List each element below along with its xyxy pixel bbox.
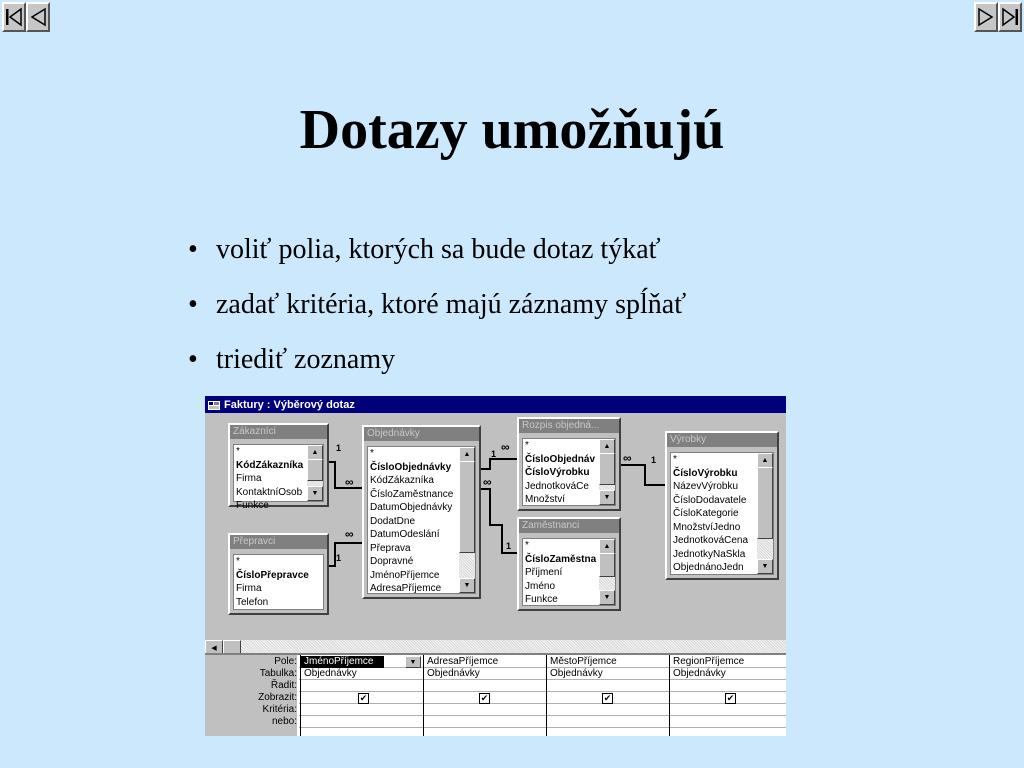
row-label-radit: Řadit: bbox=[205, 680, 297, 692]
relation-many-label: ∞ bbox=[345, 527, 354, 541]
relation-many-label: ∞ bbox=[623, 451, 632, 465]
first-slide-button[interactable] bbox=[2, 2, 26, 32]
relation-one-label: 1 bbox=[506, 541, 512, 551]
bullet-dot: • bbox=[188, 289, 198, 320]
bullet-text: voliť polia, ktorých sa bude dotaz týkať bbox=[216, 234, 661, 265]
table-prepravci[interactable] bbox=[228, 533, 329, 615]
scroll-thumb[interactable] bbox=[599, 453, 615, 485]
table-cell[interactable]: Objednávky bbox=[673, 668, 726, 679]
vertical-scrollbar[interactable] bbox=[599, 539, 615, 605]
table-field[interactable]: Telefon bbox=[236, 596, 269, 608]
table-field[interactable]: ČísloKategorie bbox=[673, 508, 739, 519]
field-cell[interactable]: AdresaPříjemce bbox=[427, 656, 499, 667]
table-field[interactable]: ČísloPřepravce bbox=[236, 569, 309, 581]
table-field[interactable]: ČísloDodavatele bbox=[673, 494, 747, 506]
window-titlebar[interactable] bbox=[205, 396, 786, 413]
vertical-scrollbar[interactable] bbox=[599, 439, 615, 505]
table-field[interactable]: * bbox=[525, 440, 529, 451]
table-field[interactable]: Funkce bbox=[236, 500, 269, 511]
table-field[interactable]: JednotkováCena bbox=[673, 535, 749, 546]
window-title: Faktury : Výběrový dotaz bbox=[224, 398, 355, 411]
row-label-nebo: nebo: bbox=[205, 716, 297, 728]
field-list bbox=[522, 438, 616, 506]
table-field[interactable]: Množství bbox=[525, 494, 566, 505]
scroll-left-icon[interactable]: ◀ bbox=[205, 640, 223, 656]
table-field[interactable]: AdresaPříjemce bbox=[370, 583, 442, 594]
table-field[interactable]: JednotkyNaSkla bbox=[673, 548, 746, 560]
relation-one-label: 1 bbox=[336, 553, 342, 563]
scroll-down-icon[interactable]: ▼ bbox=[599, 490, 615, 505]
table-title[interactable]: Objednávky bbox=[364, 427, 479, 441]
show-checkbox[interactable]: ✔ bbox=[603, 693, 612, 703]
table-field[interactable]: ObjednánoJedn bbox=[673, 562, 744, 573]
show-checkbox[interactable]: ✔ bbox=[359, 693, 368, 703]
row-label-kriteria: Kritéria: bbox=[205, 704, 297, 716]
table-field[interactable]: KódZákazníka bbox=[370, 475, 434, 486]
slide-title: Dotazy umožňujú bbox=[299, 99, 725, 161]
triangle-left-icon bbox=[29, 7, 47, 27]
bullet-text: triediť zoznamy bbox=[216, 344, 396, 375]
query-grid bbox=[205, 653, 786, 736]
scroll-thumb[interactable] bbox=[599, 553, 615, 577]
table-field[interactable]: DodatDne bbox=[370, 515, 416, 527]
table-field[interactable]: Jméno bbox=[525, 580, 556, 592]
bullet-item bbox=[188, 287, 686, 323]
scroll-thumb[interactable] bbox=[307, 459, 323, 481]
relation-one-label: 1 bbox=[336, 443, 342, 453]
table-rozpis-objednavek[interactable] bbox=[517, 417, 621, 511]
relation-one-label: 1 bbox=[651, 455, 657, 465]
bullet-text: zadať kritéria, ktoré majú záznamy spĺňať bbox=[216, 289, 687, 320]
skip-back-icon bbox=[5, 7, 23, 27]
table-field[interactable]: Funkce bbox=[525, 594, 558, 605]
relation-many-label: ∞ bbox=[345, 475, 354, 489]
table-field[interactable]: KódZákazníka bbox=[236, 459, 304, 471]
next-slide-button[interactable] bbox=[974, 2, 998, 32]
show-checkbox[interactable]: ✔ bbox=[480, 693, 489, 703]
relation-many-label: ∞ bbox=[501, 440, 510, 454]
vertical-scrollbar[interactable] bbox=[757, 453, 773, 574]
table-title[interactable]: Rozpis objedná... bbox=[519, 419, 619, 433]
scroll-down-icon[interactable]: ▼ bbox=[307, 486, 323, 501]
relation-many-label: ∞ bbox=[483, 475, 492, 489]
field-list bbox=[670, 452, 774, 575]
table-field[interactable]: ČísloObjednáv bbox=[525, 453, 596, 465]
scroll-up-icon[interactable]: ▲ bbox=[599, 439, 615, 454]
field-list bbox=[233, 444, 324, 511]
field-cell[interactable]: MěstoPříjemce bbox=[550, 656, 617, 667]
table-field[interactable]: Dopravné bbox=[370, 556, 414, 567]
table-vyrobky[interactable] bbox=[665, 431, 779, 580]
bullet-item bbox=[188, 232, 686, 268]
table-title[interactable]: Zákazníci bbox=[230, 425, 327, 439]
table-zamestnanci[interactable] bbox=[517, 517, 621, 611]
relationship-diagram bbox=[205, 413, 786, 652]
field-cell-selected[interactable]: JménoPříjemce bbox=[301, 656, 384, 668]
table-title[interactable]: Přepravci bbox=[230, 535, 327, 549]
scroll-thumb[interactable] bbox=[757, 467, 773, 539]
table-field[interactable]: ČísloZaměstnance bbox=[370, 488, 454, 500]
table-cell[interactable]: Objednávky bbox=[304, 668, 357, 679]
table-field[interactable]: * bbox=[673, 454, 677, 465]
field-list bbox=[367, 446, 476, 594]
scroll-down-icon[interactable]: ▼ bbox=[757, 559, 773, 574]
show-checkbox[interactable]: ✔ bbox=[726, 693, 735, 703]
table-field[interactable]: JménoPříjemce bbox=[370, 569, 440, 581]
table-field[interactable]: DatumObjednávky bbox=[370, 502, 453, 513]
field-cell[interactable]: RegionPříjemce bbox=[673, 656, 745, 667]
field-list bbox=[233, 554, 324, 610]
table-field[interactable]: ČísloObjednávky bbox=[370, 461, 452, 473]
table-field[interactable]: * bbox=[236, 446, 240, 457]
table-objednavky[interactable] bbox=[362, 425, 481, 599]
scroll-down-icon[interactable]: ▼ bbox=[599, 590, 615, 605]
table-field[interactable]: Příjmení bbox=[525, 567, 563, 578]
table-field[interactable]: Firma bbox=[236, 473, 262, 484]
dropdown-arrow-icon[interactable]: ▼ bbox=[405, 656, 421, 668]
row-label-tabulka: Tabulka: bbox=[205, 668, 297, 680]
table-field[interactable]: KontaktníOsob bbox=[236, 486, 303, 498]
table-field[interactable]: DatumOdeslání bbox=[370, 529, 440, 540]
table-zakaznici[interactable] bbox=[228, 423, 329, 511]
scroll-up-icon[interactable]: ▲ bbox=[459, 447, 475, 462]
table-field[interactable]: ČísloZaměstna bbox=[525, 553, 597, 565]
scroll-thumb[interactable] bbox=[459, 461, 475, 553]
table-field[interactable]: MnožstvíJedno bbox=[673, 521, 741, 533]
table-field[interactable]: ČísloVýrobku bbox=[673, 467, 738, 479]
table-field[interactable]: * bbox=[236, 556, 240, 567]
table-cell[interactable]: Objednávky bbox=[427, 668, 480, 679]
scroll-up-icon[interactable]: ▲ bbox=[599, 539, 615, 554]
table-title[interactable]: Výrobky bbox=[667, 433, 777, 447]
table-field[interactable]: JednotkováCe bbox=[525, 480, 589, 492]
last-slide-button[interactable] bbox=[998, 2, 1022, 32]
field-list bbox=[522, 538, 616, 606]
row-label-pole: Pole: bbox=[205, 656, 297, 668]
bullet-list bbox=[188, 232, 686, 397]
scroll-up-icon[interactable]: ▲ bbox=[307, 445, 323, 460]
skip-forward-icon bbox=[1001, 7, 1019, 27]
bullet-dot: • bbox=[188, 344, 198, 375]
table-field[interactable]: * bbox=[525, 540, 529, 551]
table-title[interactable]: Zaměstnanci bbox=[519, 519, 619, 533]
vertical-scrollbar[interactable] bbox=[459, 447, 475, 593]
scroll-down-icon[interactable]: ▼ bbox=[459, 578, 475, 593]
query-design-window bbox=[205, 396, 786, 734]
previous-slide-button[interactable] bbox=[26, 2, 50, 32]
triangle-right-icon bbox=[977, 7, 995, 27]
row-label-zobrazit: Zobrazit: bbox=[205, 692, 297, 704]
table-field[interactable]: NázevVýrobku bbox=[673, 481, 739, 492]
table-field[interactable]: * bbox=[370, 448, 374, 459]
table-field[interactable]: ČísloVýrobku bbox=[525, 467, 590, 478]
table-field[interactable]: Přeprava bbox=[370, 542, 411, 554]
query-window-icon bbox=[208, 400, 220, 410]
nav-right-group bbox=[974, 2, 1022, 32]
scroll-up-icon[interactable]: ▲ bbox=[757, 453, 773, 468]
table-cell[interactable]: Objednávky bbox=[550, 668, 603, 679]
relation-one-label: 1 bbox=[491, 449, 497, 459]
bullet-item bbox=[188, 342, 686, 378]
nav-left-group bbox=[2, 2, 50, 32]
vertical-scrollbar[interactable] bbox=[307, 445, 323, 501]
bullet-dot: • bbox=[188, 234, 198, 265]
table-field[interactable]: Firma bbox=[236, 583, 262, 594]
